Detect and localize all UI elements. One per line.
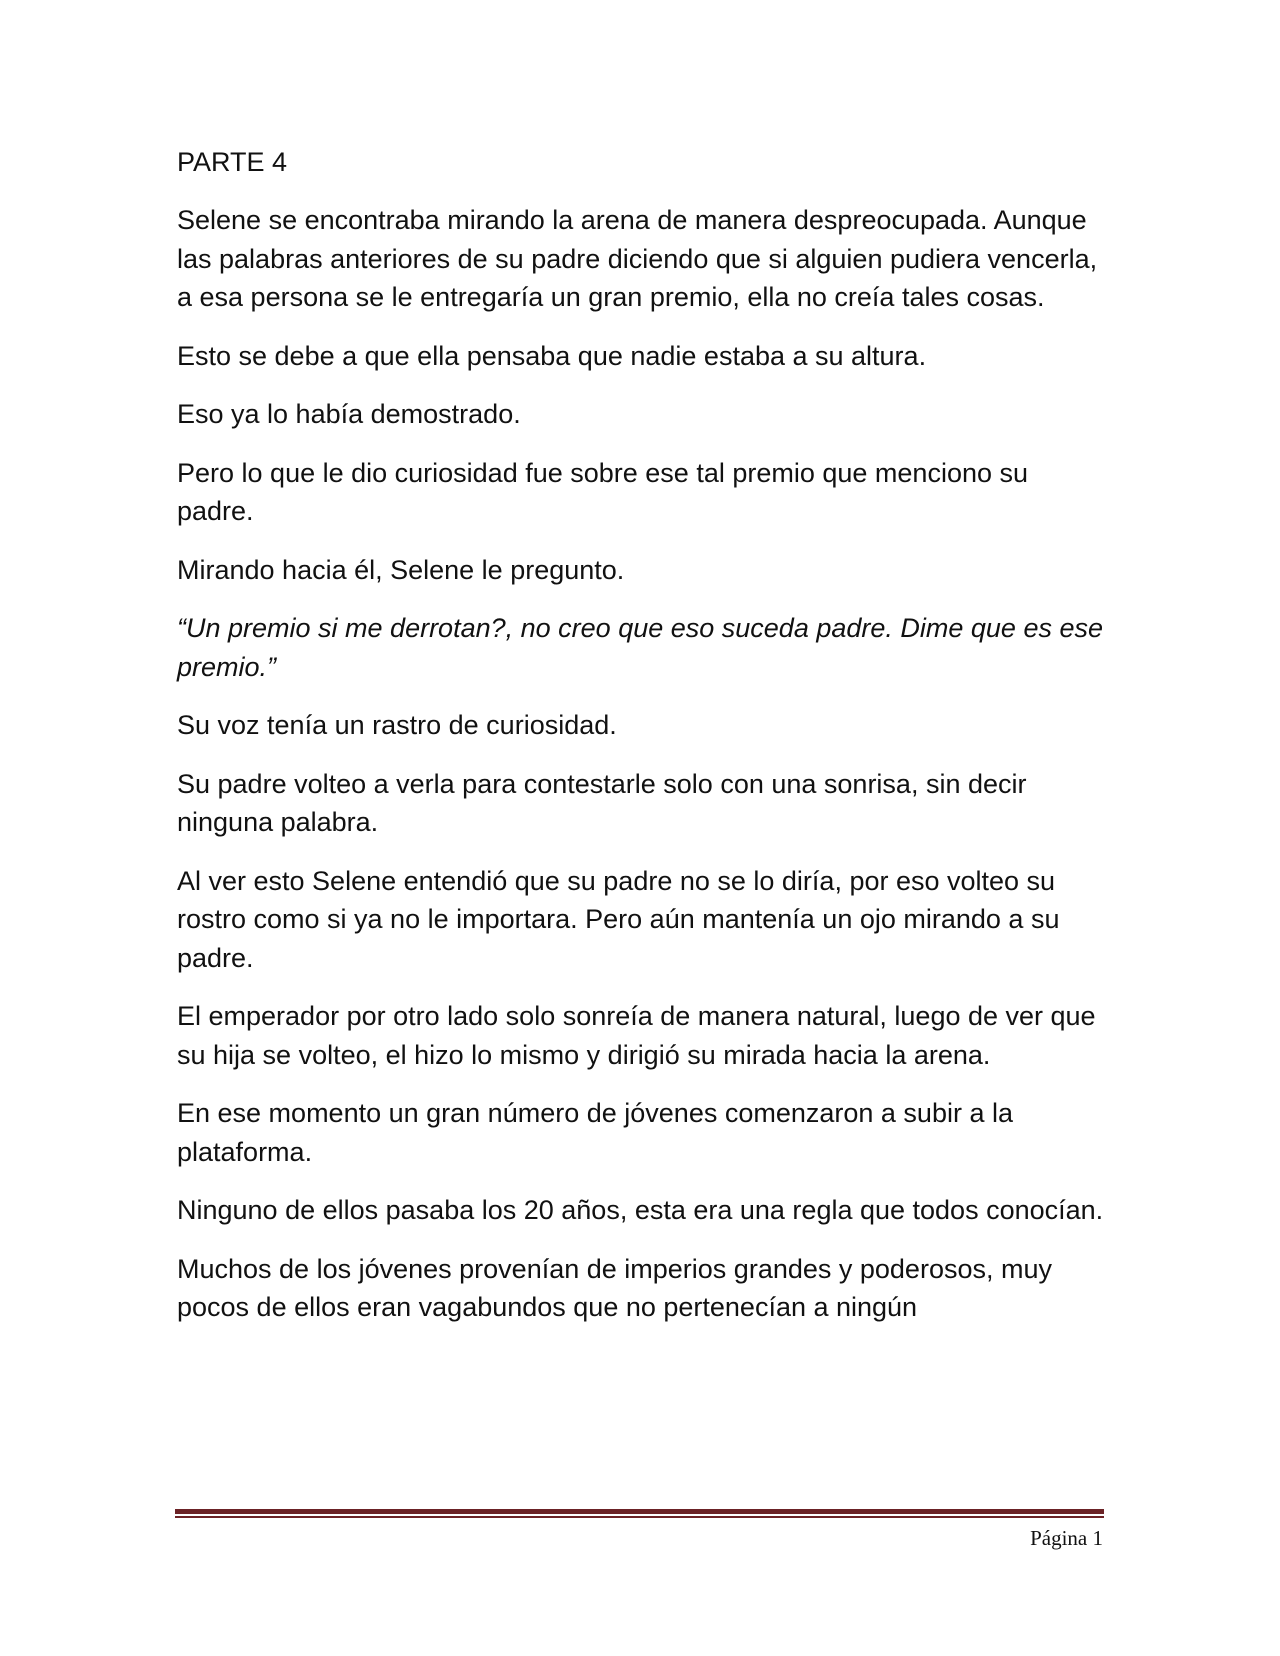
paragraph: Su padre volteo a verla para contestarle solo con una sonrisa, sin decir ninguna palabra.	[177, 768, 1027, 837]
paragraph: El emperador por otro lado solo sonreía de manera natural, luego de ver que su hija se volteo, el hizo lo mismo y dirigió su mirada hacia la arena.	[177, 1001, 1096, 1070]
paragraph: Muchos de los jóvenes provenían de imperios grandes y poderosos, muy pocos de ellos eran vagabundos que no pertenecían a ningún	[177, 1253, 1052, 1322]
dialogue-paragraph: “Un premio si me derrotan?, no creo que eso suceda padre. Dime que es ese premio.”	[177, 613, 1104, 682]
paragraph: Su voz tenía un rastro de curiosidad.	[177, 710, 617, 740]
paragraph: En ese momento un gran número de jóvenes comenzaron a subir a la plataforma.	[177, 1098, 1013, 1167]
chapter-heading: PARTE 4	[177, 147, 288, 177]
paragraph: Mirando hacia él, Selene le pregunto.	[177, 554, 625, 585]
paragraph: Eso ya lo había demostrado.	[177, 399, 521, 429]
paragraph: Al ver esto Selene entendió que su padre no se lo diría, por eso volteo su rostro como si ya no le importara. Pero aún mantenía un ojo mirando a su padre.	[177, 865, 1060, 973]
page-number: Página 1	[1030, 1526, 1103, 1550]
paragraph: Esto se debe a que ella pensaba que nadie estaba a su altura.	[177, 340, 927, 371]
paragraph: Ninguno de ellos pasaba los 20 años, esta era una regla que todos conocían.	[177, 1195, 1104, 1225]
paragraph: Selene se encontraba mirando la arena de manera despreocupada. Aunque las palabras anteriores de su padre diciendo que si alguien pudiera vencerla, a esa persona se le entregaría un gran premio, ella no creía tales cosas.	[177, 205, 1098, 312]
footer-divider	[175, 1509, 1104, 1518]
document-body	[177, 143, 1112, 1347]
paragraph: Pero lo que le dio curiosidad fue sobre ese tal premio que menciono su padre.	[177, 457, 1029, 526]
